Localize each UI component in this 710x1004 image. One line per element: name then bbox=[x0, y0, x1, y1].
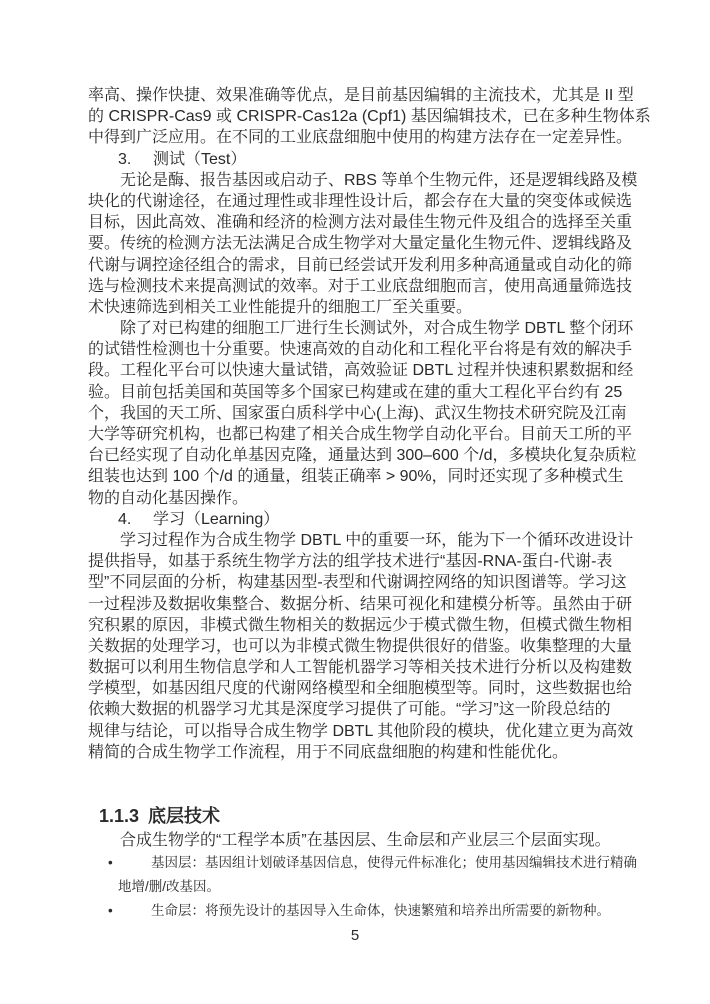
text-line: 提供指导，如基于系统生物学方法的组学技术进行“基因-RNA-蛋白-代谢-表 bbox=[88, 553, 613, 571]
section-number: 1.1.3 bbox=[99, 806, 140, 826]
bullet-line: 基因层：基因组计划破译基因信息，使得元件标准化；使用基因编辑技术进行精确 bbox=[151, 855, 637, 871]
item-text: 测试（Test） bbox=[153, 150, 247, 168]
text-line: 除了对已构建的细胞工厂进行生长测试外，对合成生物学 DBTL 整个闭环 bbox=[120, 320, 634, 338]
bullet-line: 生命层：将预先设计的基因导入生命体，快速繁殖和培养出所需要的新物种。 bbox=[151, 903, 610, 919]
bullet-icon: • bbox=[108, 903, 113, 919]
bullet-item bbox=[88, 899, 625, 923]
text-line: 一过程涉及数据收集整合、数据分析、结果可视化和建模分析等。虽然由于研 bbox=[88, 595, 633, 613]
text-line: 大学等研究机构，也都已构建了相关合成生物学自动化平台。目前天工所的平 bbox=[88, 426, 633, 443]
text-line: 的试错性检测也十分重要。快速高效的自动化和工程化平台将是有效的解决手 bbox=[88, 341, 633, 359]
document-content bbox=[88, 85, 651, 923]
text-line: 无论是酶、报告基因或启动子、RBS 等单个生物元件，还是逻辑线路及模 bbox=[120, 171, 638, 189]
item-text: 学习（Learning） bbox=[153, 510, 280, 528]
text-line: 学模型，如基因组尺度的代谢网络模型和全细胞模型等。同时，这些数据也给 bbox=[88, 680, 633, 698]
text-line: 目标，因此高效、准确和经济的检测方法对最佳生物元件及组合的选择至关重 bbox=[88, 214, 633, 232]
numbered-item bbox=[88, 149, 625, 170]
text-line: 代谢与调控途径组合的需求，目前已经尝试开发利用多种高通量或自动化的筛 bbox=[88, 256, 633, 274]
numbered-item bbox=[88, 509, 625, 530]
text-line: 段。工程化平台可以快速大量试错，高效验证 DBTL 过程并快速积累数据和经 bbox=[88, 362, 634, 380]
text-line: 台已经实现了自动化单基因克隆，通量达到 300–600 个/d，多模块化复杂质粒 bbox=[88, 447, 637, 465]
item-number: 3. bbox=[118, 150, 132, 168]
text-line: 要。传统的检测方法无法满足合成生物学对大量定量化生物元件、逻辑线路及 bbox=[88, 235, 633, 253]
text-line: 精简的合成生物学工作流程，用于不同底盘细胞的构建和性能优化。 bbox=[88, 743, 569, 761]
text-line: 术快速筛选到相关工业性能提升的细胞工厂至关重要。 bbox=[88, 298, 473, 316]
bullet-line: 地增/删/改基因。 bbox=[118, 879, 221, 895]
text-line: 关数据的处理学习，也可以为非模式微生物提供很好的借鉴。收集整理的大量 bbox=[88, 637, 633, 655]
text-line: 合成生物学的“工程学本质”在基因层、生命层和产业层三个层面实现。 bbox=[120, 832, 611, 849]
text-line: 依赖大数据的机器学习尤其是深度学习提供了可能。“学习”这一阶段总结的 bbox=[88, 701, 611, 719]
page-footer bbox=[0, 926, 710, 946]
text-line: 块化的代谢途径，在通过理性或非理性设计后，都会存在大量的突变体或候选 bbox=[88, 192, 633, 210]
text-line: 的 CRISPR-Cas9 或 CRISPR-Cas12a (Cpf1) 基因编辑技术，已在多种生物体系 bbox=[88, 108, 651, 126]
page-number: 5 bbox=[350, 927, 360, 944]
text-line: 数据可以利用生物信息学和人工智能机器学习等相关技术进行分析以及构建数 bbox=[88, 659, 633, 677]
text-line: 个，我国的天工所、国家蛋白质科学中心(上海)、武汉生物技术研究院及江南 bbox=[88, 404, 627, 422]
section-heading bbox=[88, 803, 625, 830]
item-number: 4. bbox=[118, 510, 132, 528]
bullet-icon: • bbox=[108, 855, 113, 871]
text-line: 规律与结论，可以指导合成生物学 DBTL 其他阶段的模块，优化建立更为高效 bbox=[88, 722, 634, 740]
section-title: 底层技术 bbox=[148, 806, 220, 826]
text-line: 物的自动化基因操作。 bbox=[88, 489, 249, 507]
text-line: 率高、操作快捷、效果准确等优点，是目前基因编辑的主流技术，尤其是 II 型 bbox=[88, 87, 634, 104]
text-line: 选与检测技术来提高测试的效率。对于工业底盘细胞而言，使用高通量筛选技 bbox=[88, 277, 633, 295]
text-line: 中得到广泛应用。在不同的工业底盘细胞中使用的构建方法存在一定差异性。 bbox=[88, 129, 633, 147]
text-line: 验。目前包括美国和英国等多个国家已构建或在建的重大工程化平台约有 25 bbox=[88, 383, 623, 401]
text-line: 学习过程作为合成生物学 DBTL 中的重要一环，能为下一个循环改进设计 bbox=[120, 531, 634, 549]
bullet-item bbox=[88, 851, 637, 899]
text-line: 型”不同层面的分析，构建基因型-表型和代谢调控网络的知识图谱等。学习这 bbox=[88, 574, 627, 592]
text-line: 究积累的原因，非模式微生物相关的数据远少于模式微生物，但模式微生物相 bbox=[88, 616, 633, 634]
text-line: 组装也达到 100 个/d 的通量，组装正确率 > 90%，同时还实现了多种模式生 bbox=[88, 468, 624, 486]
